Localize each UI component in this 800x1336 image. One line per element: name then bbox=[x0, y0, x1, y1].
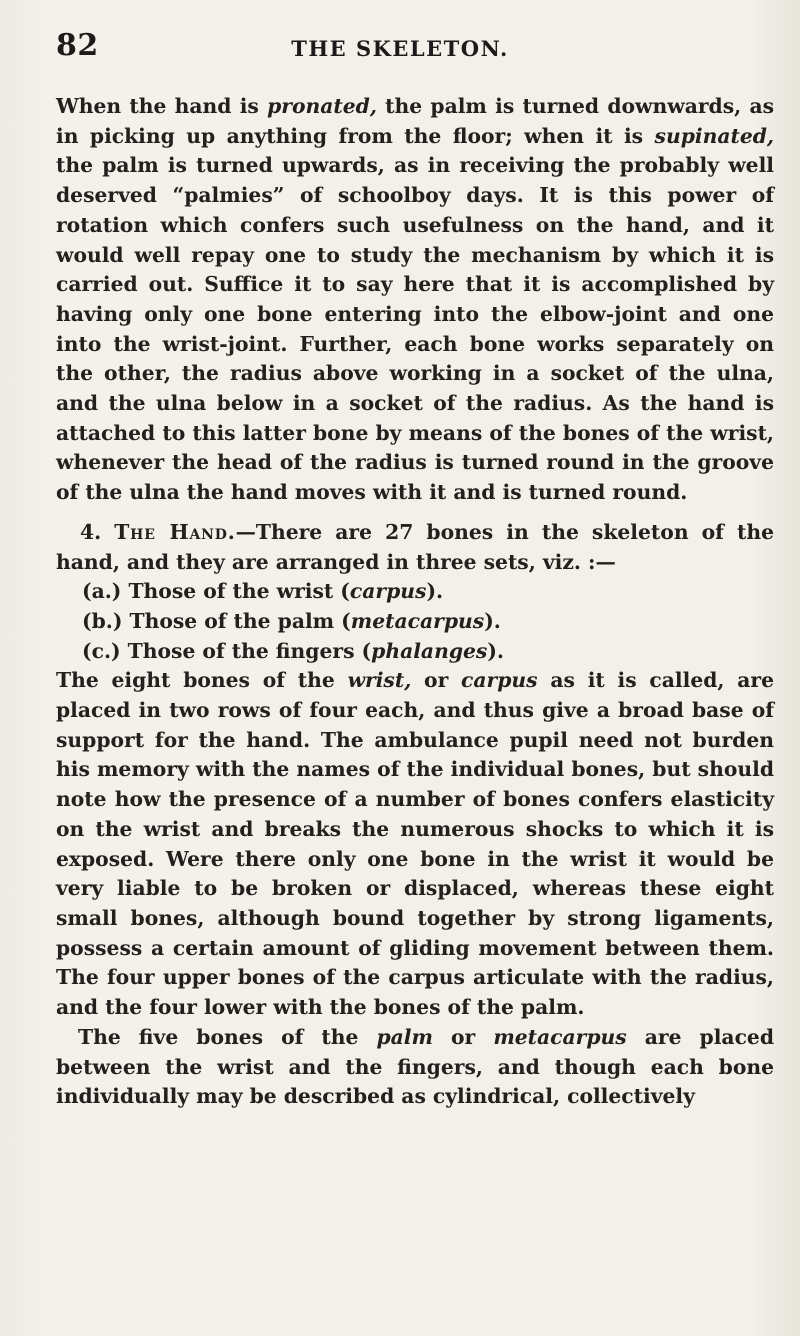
list-end: ). bbox=[484, 608, 501, 633]
paragraph-palm bbox=[56, 1023, 774, 1112]
text-run: as it is called, are placed in two rows of four each, and thus give a broad base of support for the hand. The ambulance pupil need not burden his memory with the names of the individual bones, but should note how the presence of a number of bones confers elasticity on the wrist and breaks the numerous shocks to which it is exposed. Were there only one bone in the wrist it would be very liable to be broken or displaced, whereas these eight small bones, although bound together by strong ligaments, possess a certain amount of gliding movement between them. The four upper bones of the carpus articulate with the radius, and the four lower with the bones of the palm. bbox=[56, 668, 774, 1020]
list-label: (c.) bbox=[82, 638, 121, 663]
paragraph-pronation bbox=[56, 92, 774, 508]
italic-term: palm bbox=[376, 1024, 433, 1049]
italic-term: carpus bbox=[349, 579, 427, 604]
body-text bbox=[56, 92, 774, 1112]
text-run: the palm is turned downwards, as in picking up anything from the floor; when it is bbox=[56, 94, 774, 148]
page-number: 82 bbox=[56, 28, 99, 63]
list-label: (b.) bbox=[82, 608, 123, 633]
list-text: Those of the wrist ( bbox=[128, 579, 350, 604]
list-text: Those of the palm ( bbox=[129, 608, 351, 633]
page-header bbox=[0, 28, 800, 68]
text-run: the palm is turned upwards, as in receiving the probably well deserved “palmies” of schoolboy days. It is this power of rotation which confers such usefulness on the hand, and it would well repay one to study the mechanism by which it is carried out. Suffice it to say here that it is accomplished by having only one bone entering into the elbow-joint and one into the wrist-joint. Further, each bone works separately on the other, the radius above working in a socket of the ulna, and the ulna below in a socket of the radius. As the hand is attached to this latter bone by means of the bones of the wrist, whenever the head of the radius is turned round in the groove of the ulna the hand moves with it and is turned round. bbox=[56, 153, 774, 505]
running-head: THE SKELETON. bbox=[291, 36, 509, 61]
section-title: The Hand. bbox=[114, 519, 236, 544]
section-intro: —There are 27 bones in the skeleton of the hand, and they are arranged in three sets, viz. :— bbox=[56, 519, 775, 574]
italic-term: wrist, bbox=[347, 668, 412, 693]
paragraph-wrist bbox=[56, 666, 774, 1022]
text-run: When the hand is bbox=[56, 94, 268, 118]
list-label: (a.) bbox=[82, 579, 122, 604]
list-item bbox=[82, 637, 774, 667]
section-number: 4. bbox=[80, 519, 102, 544]
list-item bbox=[82, 607, 774, 637]
list-text: Those of the fingers ( bbox=[127, 638, 372, 663]
italic-term: carpus bbox=[461, 668, 538, 693]
list-end: ). bbox=[487, 638, 504, 663]
italic-term: pronated, bbox=[267, 94, 377, 118]
bone-sets-list bbox=[82, 577, 774, 666]
italic-term: phalanges bbox=[371, 638, 488, 663]
list-end: ). bbox=[426, 579, 444, 604]
text-run: The five bones of the bbox=[78, 1024, 377, 1049]
italic-term: supinated, bbox=[654, 123, 774, 148]
text-run: or bbox=[411, 668, 462, 693]
text-run: The eight bones of the bbox=[56, 668, 348, 693]
italic-term: metacarpus bbox=[350, 608, 485, 633]
text-run: are placed between the wrist and the fingers, and though each bone individually may be described as cylindrical, collectively bbox=[56, 1024, 775, 1109]
section-heading-hand bbox=[56, 518, 774, 577]
italic-term: metacarpus bbox=[493, 1024, 627, 1049]
list-item bbox=[82, 577, 774, 607]
text-run: or bbox=[432, 1024, 494, 1049]
